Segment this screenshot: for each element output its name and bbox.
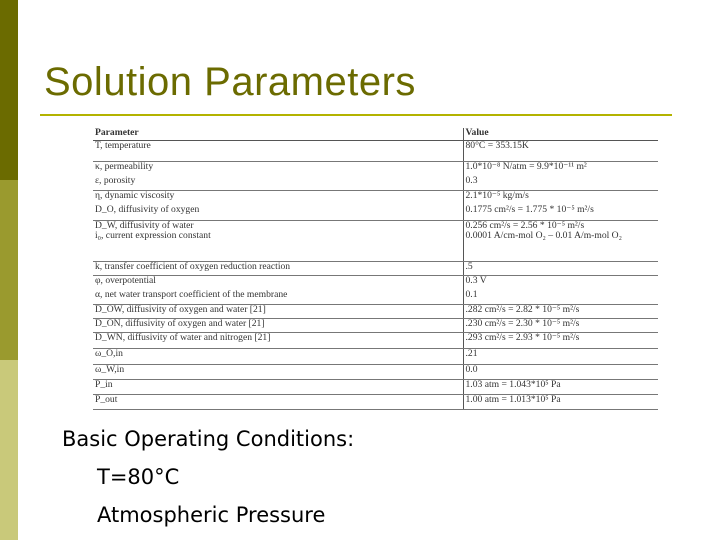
value-cell: 1.00 atm = 1.013*10⁵ Pa [463, 395, 658, 410]
condition-item: T=80°C [97, 465, 180, 489]
side-bar-bottom [0, 360, 18, 540]
value-cell [463, 221, 658, 262]
table-row [93, 191, 658, 206]
value-cell: 80°C = 353.15K [463, 141, 658, 162]
param-cell: T, temperature [93, 141, 463, 162]
param-cell: α, net water transport coefficient of the membrane [93, 290, 463, 305]
operating-conditions [62, 426, 354, 540]
param-cell: η, dynamic viscosity [95, 190, 175, 201]
table-row [93, 221, 658, 262]
side-bar-top [0, 0, 18, 180]
table-row [93, 276, 658, 291]
table-row [93, 395, 658, 410]
condition-item: Atmospheric Pressure [97, 503, 326, 527]
value-cell: .21 [463, 349, 658, 365]
parameter-table [93, 128, 658, 410]
side-bar-middle [0, 180, 18, 360]
table-row [93, 141, 658, 162]
param-cell: D_O, diffusivity of oxygen [93, 205, 463, 221]
table-row [93, 305, 658, 319]
value-cell: 0.3 [463, 176, 658, 191]
table-row [93, 319, 658, 333]
param-line: D_W, diffusivity of water [95, 220, 194, 231]
slide-title: Solution Parameters [44, 60, 416, 104]
header-parameter: Parameter [93, 128, 463, 141]
param-cell: D_ON, diffusivity of oxygen and water [21] [93, 319, 463, 333]
table-row [93, 365, 658, 380]
param-cell: ω_W,in [93, 365, 463, 380]
value-cell: 1.03 atm = 1.043*10⁵ Pa [463, 380, 658, 395]
value-cell: 2.1*10⁻⁵ kg/m/s [463, 191, 658, 206]
param-cell: D_OW, diffusivity of oxygen and water [21] [93, 305, 463, 319]
conditions-heading: Basic Operating Conditions: [62, 427, 355, 451]
header-value: Value [463, 128, 658, 141]
value-cell: .293 cm²/s = 2.93 * 10⁻⁵ m²/s [463, 333, 658, 349]
table-row [93, 333, 658, 349]
table-row [93, 205, 658, 221]
value-cell: .5 [463, 262, 658, 276]
param-cell: D_WN, diffusivity of water and nitrogen [21] [93, 333, 463, 349]
param-cell: κ, permeability [95, 161, 154, 172]
table-row [93, 380, 658, 395]
table-row [93, 290, 658, 305]
table-row [93, 349, 658, 365]
title-underline [40, 114, 672, 116]
value-cell: .230 cm²/s = 2.30 * 10⁻⁵ m²/s [463, 319, 658, 333]
value-cell: 1.0*10⁻⁸ N/atm = 9.9*10⁻¹¹ m² [463, 162, 658, 177]
table-header-row [93, 128, 658, 141]
value-line: 0.0001 A/cm-mol O₂ – 0.01 A/m-mol O₂ [465, 230, 622, 241]
param-cell [93, 221, 463, 262]
value-cell: 0.0 [463, 365, 658, 380]
param-cell: φ, overpotential [95, 275, 156, 286]
param-cell: ε, porosity [93, 176, 463, 191]
param-cell: ω_O,in [93, 349, 463, 365]
value-cell: 0.3 V [463, 276, 658, 291]
value-cell: 0.1 [463, 290, 658, 305]
value-cell: .282 cm²/s = 2.82 * 10⁻⁵ m²/s [463, 305, 658, 319]
table-row [93, 176, 658, 191]
param-cell: P_in [93, 380, 463, 395]
table-row [93, 162, 658, 177]
value-line: 0.256 cm²/s = 2.56 * 10⁻⁵ m²/s [465, 220, 585, 231]
param-cell: P_out [93, 395, 463, 410]
param-cell: k, transfer coefficient of oxygen reduction reaction [93, 262, 463, 276]
table-row [93, 262, 658, 276]
value-cell: 0.1775 cm²/s = 1.775 * 10⁻⁵ m²/s [463, 205, 658, 221]
param-line: i₀, current expression constant [95, 230, 211, 241]
